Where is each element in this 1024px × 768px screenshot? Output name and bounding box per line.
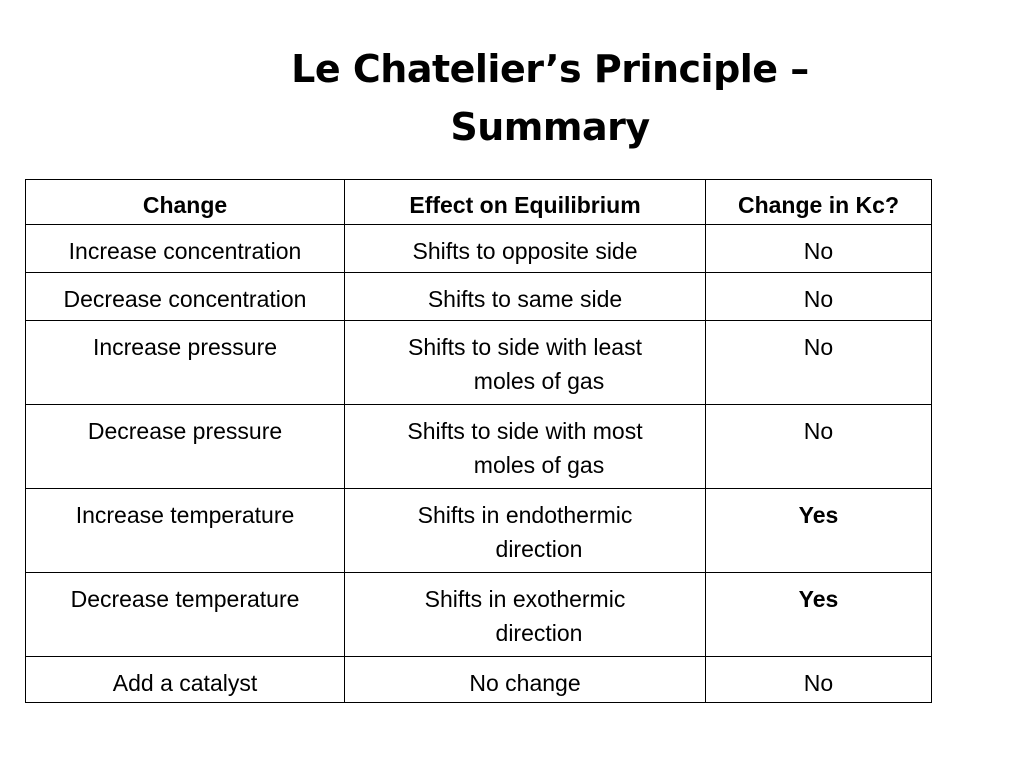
slide-title-line-2: Summary	[450, 105, 650, 149]
effect-cell	[345, 273, 706, 321]
table-row	[26, 657, 932, 703]
column-header-kc: Change in Kc?	[706, 180, 932, 225]
effect-cell	[345, 225, 706, 273]
effect-text-line-1: Shifts to side with most	[407, 418, 643, 444]
table-row	[26, 405, 932, 489]
effect-cell	[345, 573, 706, 657]
table-row	[26, 321, 932, 405]
change-cell: Decrease pressure	[26, 405, 345, 489]
effect-cell	[345, 489, 706, 573]
table-row	[26, 273, 932, 321]
effect-text: No change	[469, 670, 581, 696]
effect-text-line-1: Shifts in exothermic	[424, 586, 626, 612]
kc-cell: No	[706, 273, 932, 321]
kc-cell: No	[706, 657, 932, 703]
kc-cell: No	[706, 225, 932, 273]
column-header-effect: Effect on Equilibrium	[345, 180, 706, 225]
change-cell: Increase temperature	[26, 489, 345, 573]
effect-cell	[345, 321, 706, 405]
effect-text-line-1: Shifts to side with least	[408, 334, 642, 360]
effect-cell	[345, 405, 706, 489]
effect-text-line-2: direction	[495, 536, 583, 562]
kc-cell: Yes	[706, 573, 932, 657]
effect-text-line-2: moles of gas	[473, 368, 605, 394]
change-cell: Decrease concentration	[26, 273, 345, 321]
kc-cell: No	[706, 405, 932, 489]
table-row	[26, 225, 932, 273]
effect-text: Shifts to same side	[427, 286, 623, 312]
effect-text-line-2: direction	[495, 620, 583, 646]
kc-cell: Yes	[706, 489, 932, 573]
change-cell: Decrease temperature	[26, 573, 345, 657]
slide-title-line-1: Le Chatelier’s Principle –	[291, 47, 809, 91]
kc-cell: No	[706, 321, 932, 405]
effect-text-line-2: moles of gas	[473, 452, 605, 478]
effect-text: Shifts to opposite side	[412, 238, 638, 264]
slide-title	[160, 40, 940, 156]
change-cell: Increase concentration	[26, 225, 345, 273]
table-row	[26, 573, 932, 657]
effect-cell	[345, 657, 706, 703]
summary-table	[25, 179, 932, 703]
column-header-change: Change	[26, 180, 345, 225]
table-row	[26, 489, 932, 573]
table-header-row	[26, 180, 932, 225]
change-cell: Increase pressure	[26, 321, 345, 405]
change-cell: Add a catalyst	[26, 657, 345, 703]
effect-text-line-1: Shifts in endothermic	[417, 502, 633, 528]
